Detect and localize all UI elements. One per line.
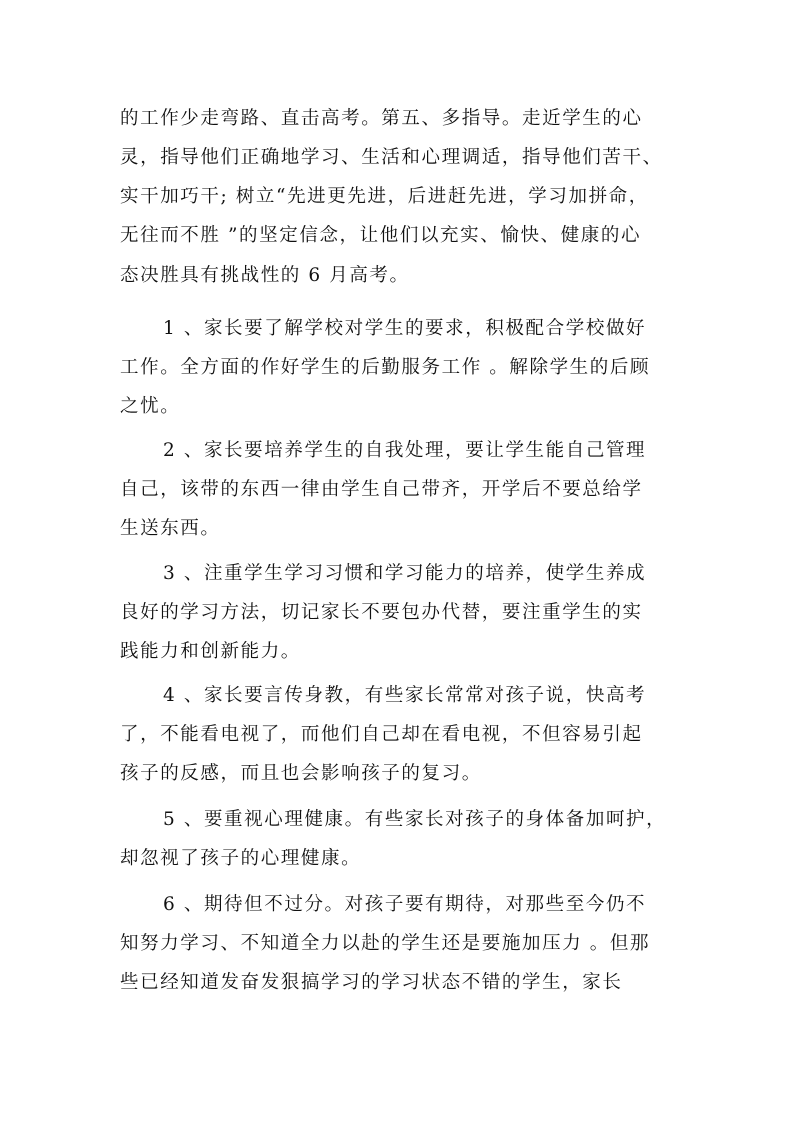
text-line: 实干加巧干; 树立“先进更先进，后进赶先进，学习加拼命， bbox=[120, 186, 649, 207]
text-line: 良好的学习方法，切记家长不要包办代替，要注重学生的实 bbox=[120, 602, 643, 623]
paragraph-5-line: 5 、要重视心理健康。有些家长对孩子的身体备加呵护， bbox=[163, 809, 667, 830]
paragraph-1-line: 1 、家长要了解学校对学生的要求，积极配合学校做好 bbox=[163, 318, 647, 339]
text-line: 知努力学习、不知道全力以赴的学生还是要施加压力 。但那 bbox=[120, 933, 651, 954]
text-line: 之忧。 bbox=[120, 396, 181, 417]
text-line: 态决胜具有挑战性的 6 月高考。 bbox=[120, 265, 410, 286]
text-line: 却忽视了孩子的心理健康。 bbox=[120, 848, 362, 869]
text-line: 了，不能看电视了，而他们自己却在看电视，不但容易引起 bbox=[120, 724, 643, 745]
paragraph-4-line: 4 、家长要言传身教，有些家长常常对孩子说，快高考 bbox=[163, 685, 647, 706]
text-line: 灵，指导他们正确地学习、生活和心理调适，指导他们苦干、 bbox=[120, 147, 663, 168]
text-line: 孩子的反感，而且也会影响孩子的复习。 bbox=[120, 763, 482, 784]
text-line: 无往而不胜 ”的坚定信念，让他们以充实、愉快、健康的心 bbox=[120, 225, 642, 246]
paragraph-2-line: 2 、家长要培养学生的自我处理，要让学生能自己管理 bbox=[163, 440, 647, 461]
text-line: 工作。全方面的作好学生的后勤服务工作 。解除学生的后顾 bbox=[120, 357, 651, 378]
text-line: 生送东西。 bbox=[120, 518, 221, 539]
paragraph-3-line: 3 、注重学生学习习惯和学习能力的培养，使学生养成 bbox=[163, 563, 647, 584]
text-line: 自己，该带的东西一律由学生自己带齐，开学后不要总给学 bbox=[120, 479, 643, 500]
text-line: 践能力和创新能力。 bbox=[120, 641, 301, 662]
paragraph-6-line: 6 、期待但不过分。对孩子要有期待，对那些至今仍不 bbox=[163, 894, 647, 915]
text-line: 些已经知道发奋发狠搞学习的学习状态不错的学生，家长 bbox=[120, 972, 623, 993]
text-line: 的工作少走弯路、直击高考。第五、多指导。走近学生的心 bbox=[120, 108, 643, 129]
